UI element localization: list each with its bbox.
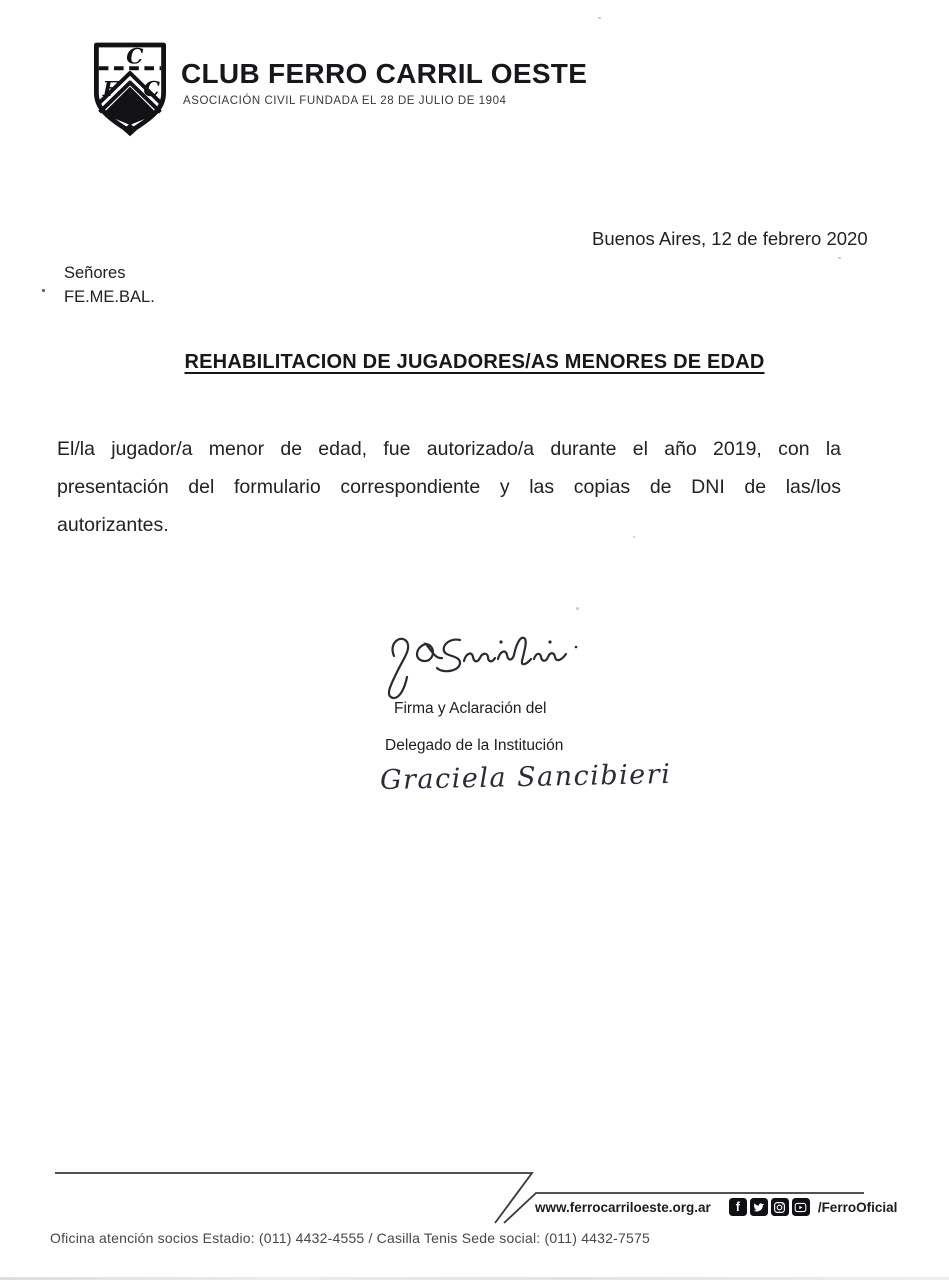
twitter-icon — [750, 1198, 768, 1216]
footer-web-row — [535, 1197, 897, 1217]
scan-artifact-dot — [42, 289, 45, 292]
dateline: Buenos Aires, 12 de febrero 2020 — [592, 228, 868, 249]
club-crest-logo — [90, 40, 170, 138]
crest-top-letter: C — [126, 44, 144, 70]
social-icons-row — [729, 1198, 813, 1216]
signature-stroke-g — [389, 639, 408, 698]
signature-caption-line1: Firma y Aclaración del — [394, 700, 547, 717]
handwritten-signature — [380, 630, 585, 704]
footer-contact-line: Oficina atención socios Estadio: (011) 4432-4555 / Casilla Tenis Sede social: (011) 4432-7575 — [50, 1230, 650, 1246]
recipient-organization: FE.ME.BAL. — [64, 288, 155, 306]
subject-heading-text: REHABILITACION DE JUGADORES/AS MENORES DE EDAD — [184, 351, 765, 373]
subject-heading — [0, 351, 949, 374]
instagram-icon — [771, 1198, 789, 1216]
social-handle: /FerroOficial — [817, 1199, 898, 1215]
footer-divider-lines — [0, 1164, 949, 1228]
signature-stroke-ieri — [534, 653, 566, 661]
youtube-icon — [792, 1198, 810, 1216]
letter-body: El/la jugador/a menor de edad, fue autorizado/a durante el año 2019, con la presentación del formulario correspondiente y las copias de DNI de las/los autorizantes. — [57, 438, 841, 536]
scan-artifact-dot — [576, 607, 579, 610]
signature-stroke-s — [437, 640, 460, 672]
club-subtitle: ASOCIACIÓN CIVIL FUNDADA EL 28 DE JULIO DE 1904 — [183, 95, 507, 107]
crest-right-letter: C — [143, 76, 160, 102]
salutation: Señores — [64, 264, 126, 282]
facebook-icon: f — [729, 1198, 747, 1216]
signature-stroke-anc — [464, 654, 495, 662]
scan-artifact-dot — [633, 536, 635, 538]
scan-artifact-dot — [838, 257, 841, 259]
signature-stroke-o — [417, 644, 442, 661]
scan-artifact-dot — [598, 17, 601, 19]
website-url: www.ferrocarriloeste.org.ar — [535, 1199, 711, 1215]
handwritten-name: Graciela Sancibieri — [379, 758, 672, 797]
crest-left-letter: F — [102, 76, 118, 102]
signature-tail-dot — [575, 646, 578, 649]
signature-i-dot — [499, 640, 502, 643]
signature-i-dot — [548, 640, 551, 643]
club-name: CLUB FERRO CARRIL OESTE — [181, 58, 588, 89]
signature-caption-line2: Delegado de la Institución — [385, 737, 564, 754]
footer-line-left — [55, 1173, 532, 1223]
signature-stroke-ib — [498, 638, 531, 664]
